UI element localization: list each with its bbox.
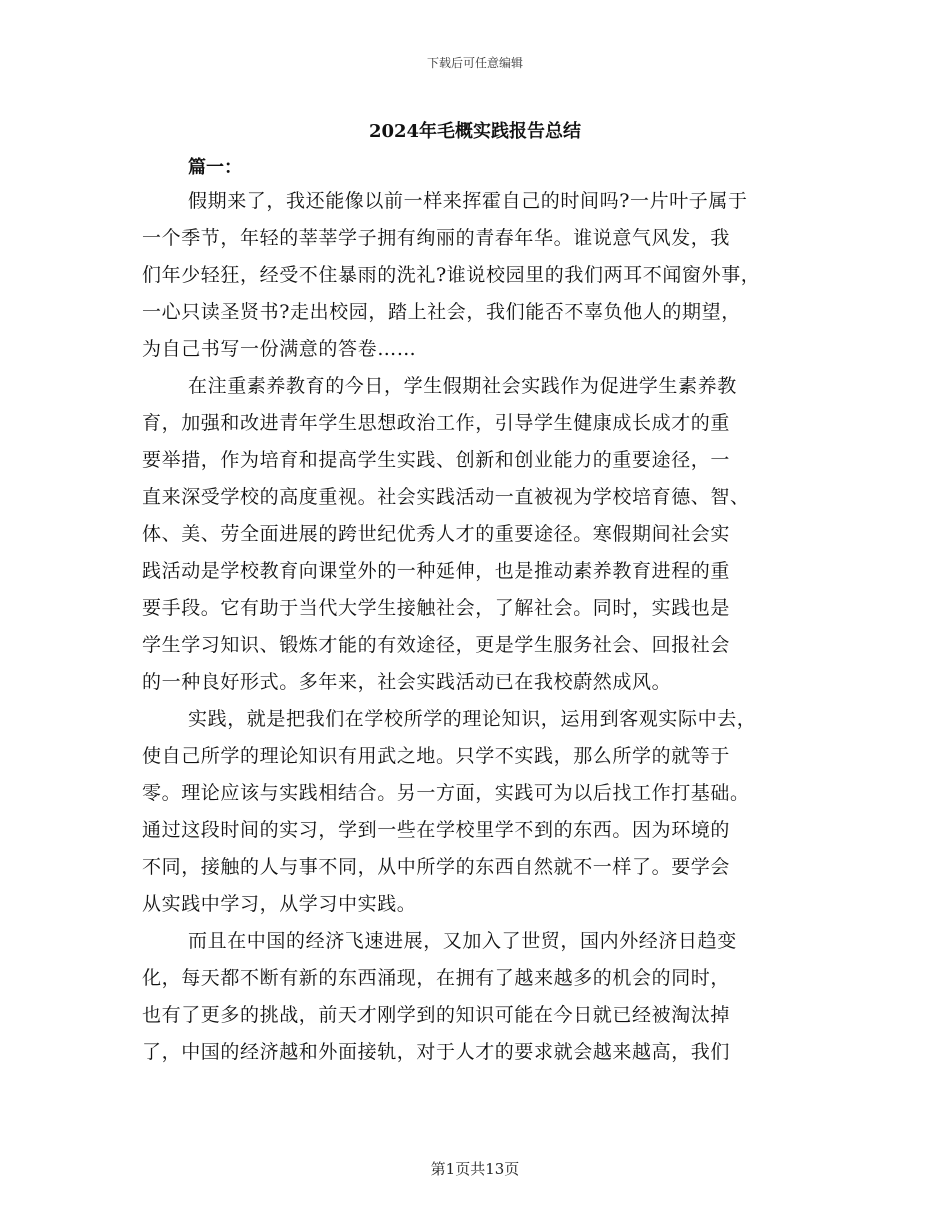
- text-line: 不同，接触的人与事不同，从中所学的东西自然就不一样了。要学会: [142, 856, 731, 878]
- document-title: 2024年毛概实践报告总结: [368, 121, 582, 142]
- text-line: 零。理论应该与实践相结合。另一方面，实践可为以后找工作打基础。: [142, 782, 750, 804]
- text-line: 为自己书写一份满意的答卷……: [142, 338, 417, 360]
- text-line: 践活动是学校教育向课堂外的一种延伸，也是推动素养教育进程的重: [142, 560, 731, 582]
- text-line: 通过这段时间的实习，学到一些在学校里学不到的东西。因为环境的: [142, 819, 731, 841]
- text-line: 在注重素养教育的今日，学生假期社会实践作为促进学生素养教: [188, 375, 737, 397]
- text-line: 实践，就是把我们在学校所学的理论知识，运用到客观实际中去，: [188, 708, 757, 730]
- text-line: 从实践中学习，从学习中实践。: [142, 893, 417, 915]
- section-heading: 篇一：: [188, 157, 242, 178]
- text-line: 要手段。它有助于当代大学生接触社会，了解社会。同时，实践也是: [142, 597, 731, 619]
- text-line: 的一种良好形式。多年来，社会实践活动已在我校蔚然成风。: [142, 671, 672, 693]
- text-line: 一心只读圣贤书?走出校园，踏上社会，我们能否不辜负他人的期望，: [142, 301, 741, 323]
- text-line: 也有了更多的挑战，前天才刚学到的知识可能在今日就已经被淘汰掉: [142, 1004, 731, 1026]
- text-line: 学生学习知识、锻炼才能的有效途径，更是学生服务社会、回报社会: [142, 634, 731, 656]
- text-line: 一个季节，年轻的莘莘学子拥有绚丽的青春年华。谁说意气风发，我: [142, 227, 731, 249]
- text-line: 们年少轻狂，经受不住暴雨的洗礼?谁说校园里的我们两耳不闻窗外事，: [142, 264, 761, 286]
- text-line: 直来深受学校的高度重视。社会实践活动一直被视为学校培育德、智、: [142, 486, 750, 508]
- page-header-note: 下载后可任意编辑: [426, 56, 523, 70]
- text-line: 假期来了，我还能像以前一样来挥霍自己的时间吗?一片叶子属于: [188, 190, 748, 212]
- text-line: 化，每天都不断有新的东西涌现，在拥有了越来越多的机会的同时，: [142, 967, 731, 989]
- text-line: 使自己所学的理论知识有用武之地。只学不实践，那么所学的就等于: [142, 745, 731, 767]
- text-line: 了，中国的经济越和外面接轨，对于人才的要求就会越来越高，我们: [142, 1041, 731, 1063]
- text-line: 育，加强和改进青年学生思想政治工作，引导学生健康成长成才的重: [142, 412, 731, 434]
- text-line: 要举措，作为培育和提高学生实践、创新和创业能力的重要途径，一: [142, 449, 731, 471]
- text-line: 而且在中国的经济飞速进展，又加入了世贸，国内外经济日趋变: [188, 930, 737, 952]
- page-footer: 第1页共13页: [430, 1160, 520, 1178]
- text-line: 体、美、劳全面进展的跨世纪优秀人才的重要途径。寒假期间社会实: [142, 523, 731, 545]
